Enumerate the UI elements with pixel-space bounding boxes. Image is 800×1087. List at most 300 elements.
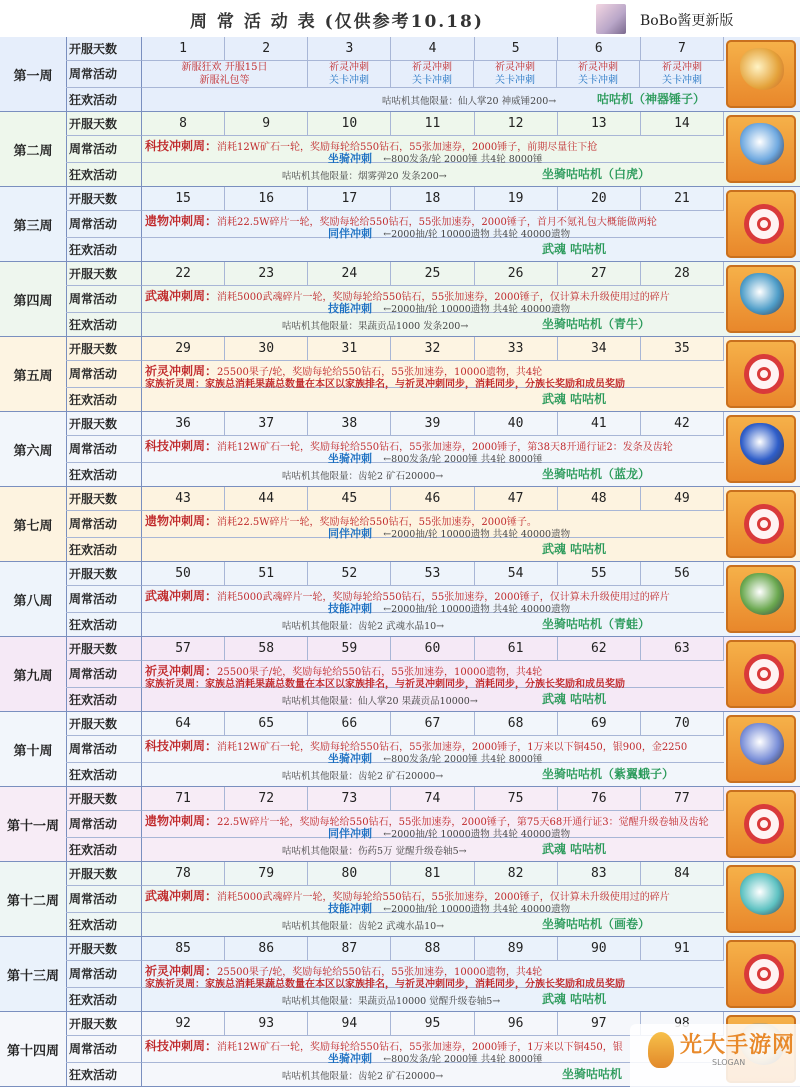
days-label: 开服天数	[66, 262, 142, 286]
day-cell: 47	[475, 487, 558, 510]
day-cell: 94	[308, 1012, 391, 1035]
carnival-label: 狂欢活动	[66, 163, 142, 187]
daily-label: 周常活动	[66, 961, 142, 988]
day-cell: 42	[641, 412, 724, 435]
daily-activities	[142, 511, 724, 538]
carnival-note: 咕咕机其他限量：齿轮2 矿石20000→	[282, 1071, 444, 1082]
carnival-note: 咕咕机其他限量：齿轮2 武魂水晶10→	[282, 621, 445, 632]
daily-activities	[142, 136, 724, 163]
daily-activities	[142, 211, 724, 238]
day-cell: 52	[308, 562, 391, 585]
daily-activities	[142, 436, 724, 463]
week-row	[0, 637, 800, 712]
carnival-label: 狂欢活动	[66, 988, 142, 1012]
reward-image	[726, 265, 796, 333]
day-cell: 17	[308, 187, 391, 210]
days-label: 开服天数	[66, 412, 142, 436]
carnival-label: 狂欢活动	[66, 688, 142, 712]
carnival-activities	[142, 238, 724, 261]
reward-image	[726, 865, 796, 933]
week-row	[0, 112, 800, 187]
weekly-sprint-text: 祈灵冲刺周：25500果子/轮，奖励每轮给550钻石，55张加速券，10000遗物，共4轮	[145, 364, 543, 378]
day-cell: 79	[225, 862, 308, 885]
reward-image	[726, 640, 796, 708]
carnival-highlight: 武魂 咕咕机	[542, 542, 607, 556]
sprint-label: 同伴冲刺	[328, 527, 372, 540]
day-numbers	[142, 862, 724, 886]
brand-label: BoBo酱更新版	[640, 13, 734, 29]
day-cell: 97	[558, 1012, 641, 1035]
daily-activities	[142, 286, 724, 313]
days-label: 开服天数	[66, 37, 142, 61]
carnival-highlight: 坐骑咕咕机	[562, 1067, 623, 1081]
day-cell: 13	[558, 112, 641, 135]
day-cell: 44	[225, 487, 308, 510]
week-label: 第四周	[0, 262, 67, 336]
family-note: 家族祈灵周：家族总消耗果蔬总数量在本区以家族排名，与祈灵冲刺同步，消耗同步，分族长奖励和成员奖励	[145, 379, 625, 390]
week-label: 第十周	[0, 712, 67, 786]
sprint-label: 坐骑冲刺	[328, 452, 372, 465]
day-cell: 4	[391, 37, 474, 60]
days-label: 开服天数	[66, 637, 142, 661]
week-label: 第九周	[0, 637, 67, 711]
week-row	[0, 712, 800, 787]
avatar	[596, 4, 626, 34]
day-cell: 76	[558, 787, 641, 810]
carnival-activities	[142, 88, 724, 111]
day-numbers	[142, 37, 724, 61]
sprint-detail: ←800发条/轮 2000锤 共4轮 8000锤	[383, 754, 543, 765]
day-cell: 53	[391, 562, 474, 585]
day-cell: 57	[142, 637, 225, 660]
day-cell: 3	[308, 37, 391, 60]
day-cell: 9	[225, 112, 308, 135]
reward-image	[726, 715, 796, 783]
carnival-activities	[142, 613, 724, 636]
day-cell: 14	[641, 112, 724, 135]
watermark-text: 光大手游网	[680, 1033, 796, 1058]
weekly-sprint-text: 科技冲刺周：消耗12W矿石一轮，奖励每轮给550钻石，55张加速券，2000锤子，1万来以下铜450，银900，金2250	[145, 739, 688, 753]
daily-label: 周常活动	[66, 886, 142, 913]
carnival-activities	[142, 388, 724, 411]
day-cell: 48	[558, 487, 641, 510]
days-label: 开服天数	[66, 562, 142, 586]
week-label: 第十二周	[0, 862, 67, 936]
day-numbers	[142, 112, 724, 136]
activity-cell	[474, 61, 557, 88]
carnival-highlight: 坐骑咕咕机（青牛）	[542, 317, 651, 331]
carnival-label: 狂欢活动	[66, 238, 142, 262]
activity-cell	[142, 61, 308, 88]
day-cell: 22	[142, 262, 225, 285]
day-numbers	[142, 637, 724, 661]
carnival-highlight: 武魂 咕咕机	[542, 842, 607, 856]
week-row	[0, 412, 800, 487]
carnival-activities	[142, 163, 724, 186]
day-cell: 16	[225, 187, 308, 210]
carnival-label: 狂欢活动	[66, 838, 142, 862]
weekly-sprint-text: 祈灵冲刺周：25500果子/轮，奖励每轮给550钻石，55张加速券，10000遗物，共4轮	[145, 664, 543, 678]
weekly-sprint-text: 武魂冲刺周：消耗5000武魂碎片一轮，奖励每轮给550钻石，55张加速券，2000锤子，仅计算未升级使用过的碎片	[145, 889, 670, 903]
family-note: 家族祈灵周：家族总消耗果蔬总数量在本区以家族排名，与祈灵冲刺同步，消耗同步，分族长奖励和成员奖励	[145, 979, 625, 990]
days-label: 开服天数	[66, 787, 142, 811]
day-cell: 41	[558, 412, 641, 435]
day-cell: 43	[142, 487, 225, 510]
reward-image	[726, 115, 796, 183]
daily-label: 周常活动	[66, 586, 142, 613]
sprint-detail: ←2000抽/轮 10000遗物 共4轮 40000遗物	[383, 529, 571, 540]
days-label: 开服天数	[66, 862, 142, 886]
day-cell: 80	[308, 862, 391, 885]
day-cell: 18	[391, 187, 474, 210]
carnival-activities	[142, 313, 724, 336]
week-label: 第十四周	[0, 1012, 67, 1086]
day-cell: 6	[558, 37, 641, 60]
weekly-sprint-text: 遗物冲刺周：消耗22.5W碎片一轮，奖励每轮给550钻石，55张加速券，2000锤子，首月不氪礼包大概能做两轮	[145, 214, 657, 228]
week-row	[0, 862, 800, 937]
day-cell: 68	[475, 712, 558, 735]
day-cell: 83	[558, 862, 641, 885]
day-cell: 74	[391, 787, 474, 810]
week-row	[0, 262, 800, 337]
day-numbers	[142, 487, 724, 511]
ring-icon	[744, 804, 784, 844]
day-cell: 82	[475, 862, 558, 885]
activity-cell	[557, 61, 640, 88]
weekly-sprint-text: 科技冲刺周：消耗12W矿石一轮，奖励每轮给550钻石，55张加速券，2000锤子，1万来以下铜450，银	[145, 1039, 623, 1053]
day-cell: 45	[308, 487, 391, 510]
carnival-note: 咕咕机其他限量：仙人掌20 神威锤200→	[382, 96, 557, 107]
day-cell: 67	[391, 712, 474, 735]
day-cell: 66	[308, 712, 391, 735]
activity-cell	[308, 61, 391, 88]
carnival-highlight: 坐骑咕咕机（白虎）	[542, 167, 651, 181]
week-label: 第十一周	[0, 787, 67, 861]
watermark-logo-icon	[648, 1032, 674, 1068]
carnival-note: 咕咕机其他限量：齿轮2 武魂水晶10→	[282, 921, 445, 932]
weekly-sprint-text: 科技冲刺周：消耗12W矿石一轮，奖励每轮给550钻石，55张加速券，2000锤子，第38天8开通行证2：发条及齿轮	[145, 439, 673, 453]
day-cell: 40	[475, 412, 558, 435]
day-numbers	[142, 562, 724, 586]
pet-figure	[740, 123, 784, 165]
sprint-label: 坐骑冲刺	[328, 1052, 372, 1065]
day-cell: 46	[391, 487, 474, 510]
daily-activities	[142, 961, 724, 988]
week-label: 第八周	[0, 562, 67, 636]
daily-label: 周常活动	[66, 1036, 142, 1063]
day-cell: 25	[391, 262, 474, 285]
day-cell: 64	[142, 712, 225, 735]
carnival-highlight: 武魂 咕咕机	[542, 392, 607, 406]
activity-text: 祈灵冲刺	[412, 62, 452, 73]
daily-activities	[142, 61, 724, 88]
reward-image	[726, 565, 796, 633]
day-cell: 36	[142, 412, 225, 435]
sprint-detail: ←2000抽/轮 10000遗物 共4轮 40000遗物	[383, 904, 571, 915]
day-cell: 70	[641, 712, 724, 735]
week-label: 第三周	[0, 187, 67, 261]
day-cell: 32	[391, 337, 474, 360]
day-cell: 23	[225, 262, 308, 285]
daily-label: 周常活动	[66, 61, 142, 88]
sprint-detail: ←800发条/轮 2000锤 共4轮 8000锤	[383, 1054, 543, 1065]
daily-label: 周常活动	[66, 661, 142, 688]
pet-figure	[740, 423, 784, 465]
day-cell: 87	[308, 937, 391, 960]
activity-text: 关卡冲刺	[578, 75, 618, 86]
day-cell: 34	[558, 337, 641, 360]
sprint-detail: ←2000抽/轮 10000遗物 共4轮 40000遗物	[383, 304, 571, 315]
carnival-highlight: 武魂 咕咕机	[542, 692, 607, 706]
day-cell: 29	[142, 337, 225, 360]
sprint-label: 坐骑冲刺	[328, 752, 372, 765]
day-cell: 72	[225, 787, 308, 810]
day-cell: 49	[641, 487, 724, 510]
activity-text: 祈灵冲刺	[662, 62, 702, 73]
day-cell: 24	[308, 262, 391, 285]
day-cell: 19	[475, 187, 558, 210]
day-cell: 81	[391, 862, 474, 885]
week-row	[0, 562, 800, 637]
pet-figure	[740, 723, 784, 765]
carnival-label: 狂欢活动	[66, 1063, 142, 1087]
carnival-highlight: 咕咕机（神器锤子）	[597, 92, 706, 106]
carnival-note: 咕咕机其他限量：烟雾弹20 发条200→	[282, 171, 447, 182]
day-cell: 39	[391, 412, 474, 435]
page-title: 周 常 活 动 表 (仅供参考10.18)	[190, 12, 484, 32]
day-cell: 90	[558, 937, 641, 960]
day-numbers	[142, 262, 724, 286]
sprint-label: 同伴冲刺	[328, 827, 372, 840]
activity-text: 关卡冲刺	[329, 75, 369, 86]
daily-activities	[142, 736, 724, 763]
carnival-note: 咕咕机其他限量：仙人掌20 果蔬贡品10000→	[282, 696, 478, 707]
reward-image	[726, 790, 796, 858]
carnival-highlight: 坐骑咕咕机（紫翼蛾子）	[542, 767, 675, 781]
day-cell: 73	[308, 787, 391, 810]
day-cell: 7	[641, 37, 724, 60]
carnival-highlight: 坐骑咕咕机（画卷）	[542, 917, 651, 931]
day-cell: 89	[475, 937, 558, 960]
title-bar	[0, 0, 800, 37]
week-label: 第七周	[0, 487, 67, 561]
days-label: 开服天数	[66, 1012, 142, 1036]
sprint-detail: ←800发条/轮 2000锤 共4轮 8000锤	[383, 454, 543, 465]
ring-icon	[744, 954, 784, 994]
day-cell: 31	[308, 337, 391, 360]
day-cell: 86	[225, 937, 308, 960]
day-cell: 21	[641, 187, 724, 210]
day-cell: 12	[475, 112, 558, 135]
sprint-detail: ←800发条/轮 2000锤 共4轮 8000锤	[383, 154, 543, 165]
reward-image	[726, 490, 796, 558]
activity-text: 关卡冲刺	[662, 75, 702, 86]
daily-label: 周常活动	[66, 136, 142, 163]
day-cell: 54	[475, 562, 558, 585]
daily-activities	[142, 811, 724, 838]
day-numbers	[142, 187, 724, 211]
days-label: 开服天数	[66, 937, 142, 961]
weekly-sprint-text: 遗物冲刺周：消耗22.5W碎片一轮，奖励每轮给550钻石，55张加速券，2000锤子。	[145, 514, 537, 528]
day-cell: 59	[308, 637, 391, 660]
activity-text: 祈灵冲刺	[578, 62, 618, 73]
carnival-label: 狂欢活动	[66, 913, 142, 937]
day-cell: 75	[475, 787, 558, 810]
week-row	[0, 487, 800, 562]
days-label: 开服天数	[66, 112, 142, 136]
day-cell: 20	[558, 187, 641, 210]
carnival-note: 咕咕机其他限量：果蔬贡品10000 觉醒升级卷轴5→	[282, 996, 501, 1007]
day-cell: 58	[225, 637, 308, 660]
carnival-label: 狂欢活动	[66, 613, 142, 637]
day-cell: 50	[142, 562, 225, 585]
week-row	[0, 337, 800, 412]
daily-activities	[142, 361, 724, 388]
daily-activities	[142, 661, 724, 688]
week-label: 第十三周	[0, 937, 67, 1011]
day-cell: 2	[225, 37, 308, 60]
day-cell: 30	[225, 337, 308, 360]
carnival-label: 狂欢活动	[66, 388, 142, 412]
days-label: 开服天数	[66, 187, 142, 211]
week-row	[0, 187, 800, 262]
day-cell: 10	[308, 112, 391, 135]
activity-text: 关卡冲刺	[412, 75, 452, 86]
ring-icon	[744, 354, 784, 394]
pet-figure	[740, 573, 784, 615]
day-cell: 84	[641, 862, 724, 885]
week-label: 第一周	[0, 37, 67, 111]
days-label: 开服天数	[66, 712, 142, 736]
carnival-highlight: 坐骑咕咕机（蓝龙）	[542, 467, 651, 481]
day-cell: 71	[142, 787, 225, 810]
day-cell: 69	[558, 712, 641, 735]
day-numbers	[142, 937, 724, 961]
pet-figure	[740, 873, 784, 915]
weekly-sprint-text: 武魂冲刺周：消耗5000武魂碎片一轮，奖励每轮给550钻石，55张加速券，2000锤子，仅计算未升级使用过的碎片	[145, 289, 670, 303]
daily-label: 周常活动	[66, 361, 142, 388]
watermark-slogan: SLOGAN	[712, 1058, 746, 1067]
day-cell: 96	[475, 1012, 558, 1035]
carnival-note: 咕咕机其他限量：齿轮2 矿石20000→	[282, 771, 444, 782]
day-cell: 93	[225, 1012, 308, 1035]
day-cell: 60	[391, 637, 474, 660]
carnival-activities	[142, 538, 724, 561]
day-cell: 63	[641, 637, 724, 660]
day-cell: 5	[475, 37, 558, 60]
sprint-detail: ←2000抽/轮 10000遗物 共4轮 40000遗物	[383, 604, 571, 615]
reward-image	[726, 190, 796, 258]
weekly-sprint-text: 武魂冲刺周：消耗5000武魂碎片一轮，奖励每轮给550钻石，55张加速券，2000锤子，仅计算未升级使用过的碎片	[145, 589, 670, 603]
daily-activities	[142, 586, 724, 613]
carnival-activities	[142, 763, 724, 786]
day-numbers	[142, 337, 724, 361]
carnival-highlight: 武魂 咕咕机	[542, 242, 607, 256]
carnival-activities	[142, 988, 724, 1011]
activity-text: 祈灵冲刺	[329, 62, 369, 73]
day-cell: 91	[641, 937, 724, 960]
daily-activities	[142, 886, 724, 913]
pet-figure	[740, 48, 784, 90]
day-cell: 51	[225, 562, 308, 585]
day-cell: 78	[142, 862, 225, 885]
activity-text: 新服狂欢 开服15日	[181, 62, 268, 73]
day-cell: 95	[391, 1012, 474, 1035]
week-label: 第五周	[0, 337, 67, 411]
carnival-label: 狂欢活动	[66, 538, 142, 562]
sprint-label: 同伴冲刺	[328, 227, 372, 240]
days-label: 开服天数	[66, 487, 142, 511]
week-row	[0, 937, 800, 1012]
weekly-sprint-text: 祈灵冲刺周：25500果子/轮，奖励每轮给550钻石，55张加速券，10000遗物，共4轮	[145, 964, 543, 978]
daily-label: 周常活动	[66, 211, 142, 238]
carnival-label: 狂欢活动	[66, 88, 142, 112]
daily-label: 周常活动	[66, 436, 142, 463]
reward-image	[726, 40, 796, 108]
days-label: 开服天数	[66, 337, 142, 361]
carnival-highlight: 坐骑咕咕机（青蛙）	[542, 617, 651, 631]
daily-label: 周常活动	[66, 811, 142, 838]
sprint-detail: ←2000抽/轮 10000遗物 共4轮 40000遗物	[383, 229, 571, 240]
activity-cell	[640, 61, 724, 88]
activity-cell	[391, 61, 474, 88]
activity-text: 新服礼包等	[199, 75, 250, 86]
carnival-note: 咕咕机其他限量：伤药5万 觉醒升级卷轴5→	[282, 846, 467, 857]
carnival-highlight: 武魂 咕咕机	[542, 992, 607, 1006]
day-numbers	[142, 712, 724, 736]
day-cell: 11	[391, 112, 474, 135]
week-row	[0, 37, 800, 112]
sprint-label: 技能冲刺	[328, 902, 372, 915]
weekly-sprint-text: 科技冲刺周：消耗12W矿石一轮，奖励每轮给550钻石，55张加速券，2000锤子，前期尽量往下抢	[145, 139, 598, 153]
day-cell: 37	[225, 412, 308, 435]
week-row	[0, 787, 800, 862]
reward-image	[726, 940, 796, 1008]
sprint-label: 坐骑冲刺	[328, 152, 372, 165]
sprint-detail: ←2000抽/轮 10000遗物 共4轮 40000遗物	[383, 829, 571, 840]
day-cell: 28	[641, 262, 724, 285]
ring-icon	[744, 504, 784, 544]
day-cell: 62	[558, 637, 641, 660]
week-label: 第二周	[0, 112, 67, 186]
weekly-sprint-text: 遗物冲刺周：22.5W碎片一轮，奖励每轮给550钻石，55张加速券，2000锤子，第75天68开通行证3：觉醒升级卷轴及齿轮	[145, 814, 709, 828]
day-cell: 88	[391, 937, 474, 960]
ring-icon	[744, 654, 784, 694]
day-cell: 85	[142, 937, 225, 960]
activity-text: 祈灵冲刺	[495, 62, 535, 73]
day-cell: 1	[142, 37, 225, 60]
daily-label: 周常活动	[66, 511, 142, 538]
carnival-label: 狂欢活动	[66, 763, 142, 787]
day-cell: 56	[641, 562, 724, 585]
day-cell: 92	[142, 1012, 225, 1035]
day-cell: 61	[475, 637, 558, 660]
day-cell: 15	[142, 187, 225, 210]
day-cell: 35	[641, 337, 724, 360]
carnival-label: 狂欢活动	[66, 313, 142, 337]
day-cell: 33	[475, 337, 558, 360]
day-cell: 55	[558, 562, 641, 585]
family-note: 家族祈灵周：家族总消耗果蔬总数量在本区以家族排名，与祈灵冲刺同步，消耗同步，分族长奖励和成员奖励	[145, 679, 625, 690]
activity-text: 关卡冲刺	[495, 75, 535, 86]
day-cell: 26	[475, 262, 558, 285]
schedule-table	[0, 37, 800, 1087]
carnival-note: 咕咕机其他限量：齿轮2 矿石20000→	[282, 471, 444, 482]
day-numbers	[142, 787, 724, 811]
carnival-note: 咕咕机其他限量：果蔬贡品1000 发条200→	[282, 321, 469, 332]
carnival-label: 狂欢活动	[66, 463, 142, 487]
pet-figure	[740, 273, 784, 315]
